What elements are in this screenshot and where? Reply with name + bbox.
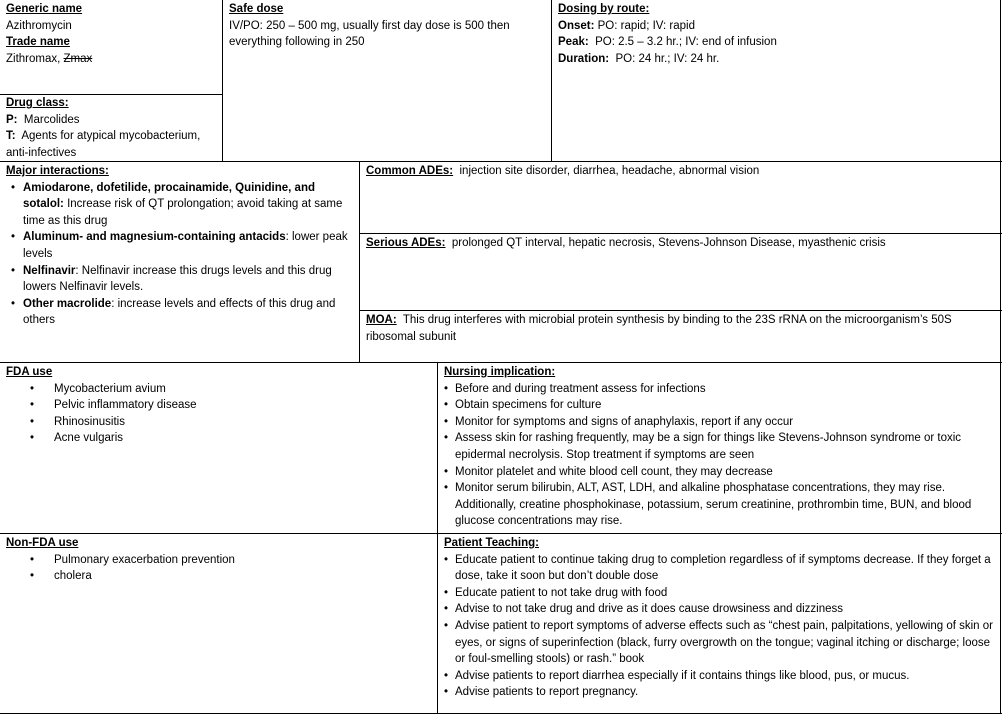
teaching-list xyxy=(444,552,996,701)
trade-name-struck: Zmax xyxy=(63,52,93,65)
nursing-cell xyxy=(438,363,1002,534)
interaction-item: • Amiodarone, dofetilide, procainamide, Quinidine, and sotalol: Increase risk of QT prolongation; avoid taking at same time as this drug xyxy=(6,180,353,230)
teaching-item: • Educate patient to not take drug with food xyxy=(444,585,996,602)
common-ades-heading: Common ADEs: xyxy=(366,165,454,177)
dosing-heading: Dosing by route: xyxy=(558,3,650,15)
moa-cell xyxy=(360,311,1002,363)
non-fda-item: • Pulmonary exacerbation prevention xyxy=(6,552,431,569)
generic-name-cell xyxy=(0,0,223,95)
nursing-item: • Monitor for symptoms and signs of anaphylaxis, report if any occur xyxy=(444,414,996,431)
nursing-item: • Monitor platelet and white blood cell count, they may decrease xyxy=(444,464,996,481)
moa-heading: MOA: xyxy=(366,314,397,326)
interaction-item: • Aluminum- and magnesium-containing antacids: lower peak levels xyxy=(6,229,353,262)
nursing-item: • Assess skin for rashing frequently, may be a sign for things like Stevens-Johnson syndrome or toxic epidermal necrolysis. Stop treatment if symptoms are seen xyxy=(444,430,996,463)
nursing-item: • Before and during treatment assess for infections xyxy=(444,381,996,398)
teaching-item: • Educate patient to continue taking drug to completion regardless of if symptoms decrease. If they forget a dose, take it soon but don’t double dose xyxy=(444,552,996,585)
interactions-cell xyxy=(0,162,360,363)
fda-use-item: • Mycobacterium avium xyxy=(6,381,431,398)
teaching-item: • Advise patients to report diarrhea especially if it contains things like blood, pus, or mucus. xyxy=(444,668,996,685)
common-ades-cell xyxy=(360,162,1002,234)
common-ades-text: injection site disorder, diarrhea, headache, abnormal vision xyxy=(459,165,760,177)
safe-dose-cell xyxy=(223,0,552,162)
nursing-list xyxy=(444,381,996,530)
interactions-heading: Major interactions: xyxy=(6,165,109,177)
nursing-heading: Nursing implication: xyxy=(444,366,556,378)
fda-use-heading: FDA use xyxy=(6,366,53,378)
peak-line: Peak: PO: 2.5 – 3.2 hr.; IV: end of infusion xyxy=(558,36,777,49)
dosing-cell xyxy=(552,0,1002,162)
fda-use-item: • Rhinosinusitis xyxy=(6,414,431,431)
teaching-item: • Advise to not take drug and drive as it does cause drowsiness and dizziness xyxy=(444,601,996,618)
drug-class-p: P: Marcolides xyxy=(6,113,80,126)
non-fda-cell xyxy=(0,534,438,714)
onset-line: Onset: PO: rapid; IV: rapid xyxy=(558,19,695,32)
non-fda-item: • cholera xyxy=(6,568,431,585)
fda-use-cell xyxy=(0,363,438,534)
table-right-border xyxy=(1000,0,1001,714)
drug-class-cell xyxy=(0,94,223,162)
nursing-item: • Obtain specimens for culture xyxy=(444,397,996,414)
teaching-cell xyxy=(438,534,1002,714)
serious-ades-heading: Serious ADEs: xyxy=(366,237,446,249)
serious-ades-text: prolonged QT interval, hepatic necrosis, Stevens-Johnson Disease, myasthenic crisis xyxy=(451,237,886,249)
non-fda-heading: Non-FDA use xyxy=(6,537,79,549)
safe-dose-heading: Safe dose xyxy=(229,3,284,15)
interaction-item: • Other macrolide: increase levels and effects of this drug and others xyxy=(6,296,353,329)
serious-ades-cell xyxy=(360,234,1002,311)
moa-text: This drug interferes with microbial protein synthesis by binding to the 23S rRNA on the microorganism’s 50S ribosomal subunit xyxy=(366,314,952,343)
teaching-item: • Advise patients to report pregnancy. xyxy=(444,684,996,701)
drug-class-t: T: Agents for atypical mycobacterium, anti-infectives xyxy=(6,130,201,159)
nursing-item: • Monitor serum bilirubin, ALT, AST, LDH, and alkaline phosphatase concentrations, they may rise. Additionally, creatine phosphokinase, potassium, serum creatinine, prothrombin time, BUN, and blood glucose concentrations may rise. xyxy=(444,480,996,530)
drug-class-heading: Drug class: xyxy=(6,97,69,109)
teaching-item: • Advise patient to report symptoms of adverse effects such as “chest pain, palpitations, yellowing of skin or eyes, or signs of superinfection (black, furry overgrowth on the tongue; vaginal itching or discharge; loose or foul-smelling stools) or rash.” book xyxy=(444,618,996,668)
fda-use-item: • Pelvic inflammatory disease xyxy=(6,397,431,414)
generic-name-heading: Generic name xyxy=(6,3,83,15)
trade-name-value xyxy=(6,51,216,68)
interaction-item: • Nelfinavir: Nelfinavir increase this drugs levels and this drug lowers Nelfinavir levels. xyxy=(6,263,353,296)
non-fda-list xyxy=(6,552,431,585)
fda-use-list xyxy=(6,381,431,447)
fda-use-item: • Acne vulgaris xyxy=(6,430,431,447)
generic-name-value: Azithromycin xyxy=(6,19,72,32)
safe-dose-text: IV/PO: 250 – 500 mg, usually first day dose is 500 then everything following in 250 xyxy=(229,19,510,49)
duration-line: Duration: PO: 24 hr.; IV: 24 hr. xyxy=(558,52,720,65)
trade-name-heading: Trade name xyxy=(6,36,70,49)
trade-name-text: Zithromax, xyxy=(6,52,64,65)
interactions-list xyxy=(6,180,353,329)
teaching-heading: Patient Teaching: xyxy=(444,537,539,549)
